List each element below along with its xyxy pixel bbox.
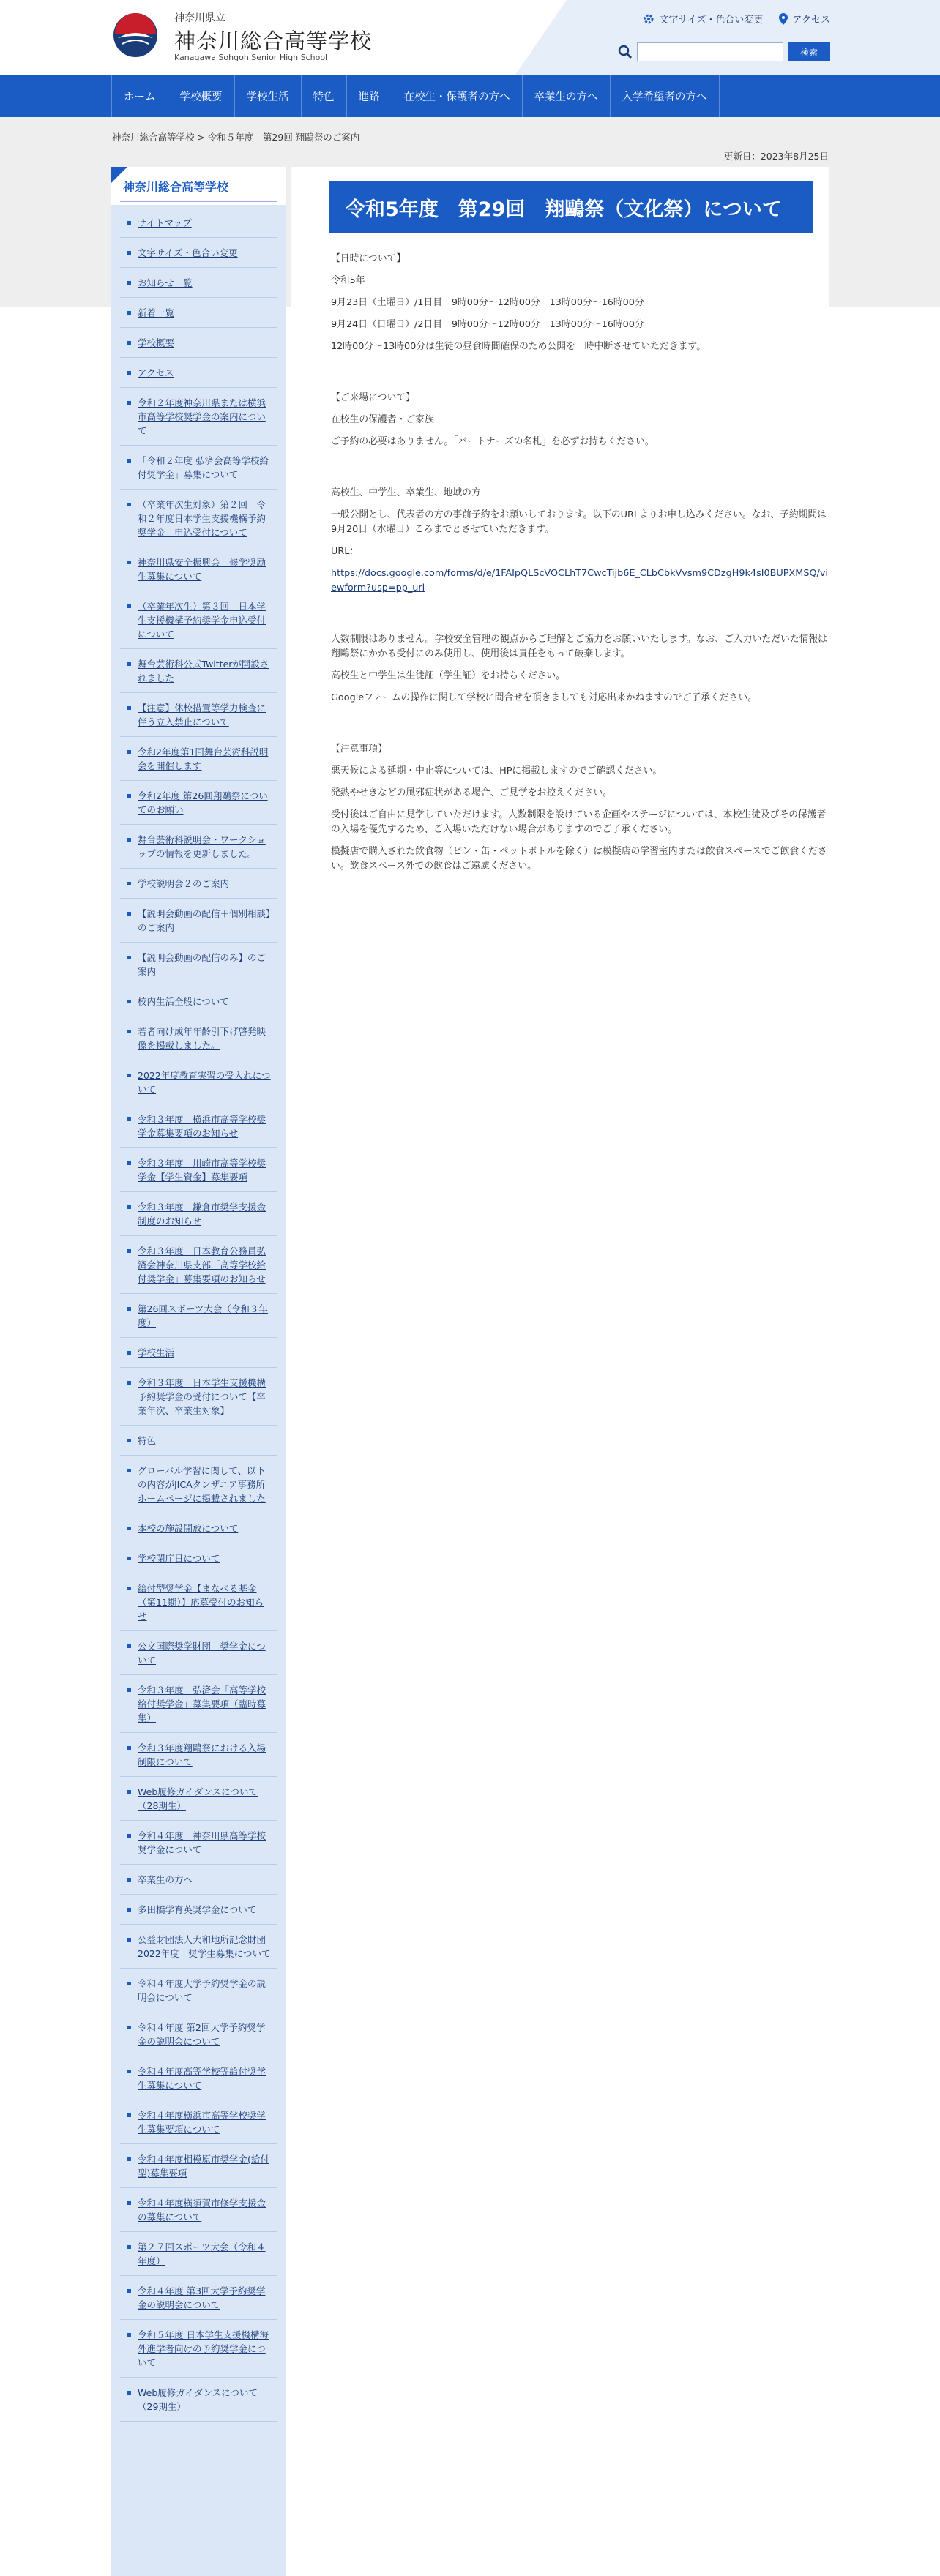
sidebar-item[interactable]: 令和３年度翔鷗祭における入場制限について <box>120 1733 277 1777</box>
spacer <box>331 457 829 486</box>
sidebar <box>111 167 286 2576</box>
sidebar-item[interactable]: グローバル学習に関して、以下の内容がJICAタンザニア事務所ホームページに掲載されました <box>120 1456 277 1513</box>
sidebar-item[interactable]: 第26回スポーツ大会（令和３年度） <box>120 1294 277 1338</box>
font-color-label: 文字サイズ・色合い変更 <box>659 15 764 26</box>
note-weather: 悪天候による延期・中止等については、HPに掲載しますのでご確認ください。 <box>331 765 663 776</box>
family-text: ご予約の必要はありません。「パートナーズの名札」を必ずお持ちください。 <box>331 436 654 447</box>
sidebar-item[interactable]: 令和４年度横須賀市修学支援金の募集について <box>120 2188 277 2232</box>
nav-item[interactable]: 在校生・保護者の方へ <box>392 75 523 117</box>
nav-item[interactable]: 卒業生の方へ <box>523 75 611 117</box>
site-header <box>0 0 940 75</box>
article-body <box>331 252 829 881</box>
sidebar-item[interactable]: Web履修ガイダンスについて（28期生） <box>120 1777 277 1821</box>
sidebar-item[interactable]: 新着一覧 <box>120 298 277 328</box>
sidebar-item[interactable]: 令和２年度神奈川県または横浜市高等学校奨学金の案内について <box>120 388 277 446</box>
map-pin-icon <box>779 13 788 25</box>
nav-item[interactable]: 学校生活 <box>235 75 302 117</box>
main-content <box>291 167 829 1235</box>
sidebar-item[interactable]: 令和３年度 川崎市高等学校奨学金【学生資金】募集要項 <box>120 1148 277 1192</box>
family-heading: 在校生の保護者・ご家族 <box>331 414 434 425</box>
note-food: 模擬店で購入された飲食物（ビン・缶・ペットボトルを除く）は模擬店の学習室内または飲食スペースでご飲食ください。飲食スペース外での飲食はご遠慮ください。 <box>331 846 827 872</box>
sidebar-item[interactable]: 舞台芸術科公式Twitterが開設されました <box>120 649 277 693</box>
sidebar-item[interactable]: 学校説明会２のご案内 <box>120 869 277 899</box>
sidebar-item[interactable]: 文字サイズ・色合い変更 <box>120 238 277 268</box>
sidebar-item[interactable]: 令和2年度 第26回翔鷗祭についてのお願い <box>120 781 277 825</box>
sidebar-item[interactable]: 令和３年度 鎌倉市奨学支援金制度のお知らせ <box>120 1192 277 1236</box>
prefecture-label: 神奈川県立 <box>174 12 225 24</box>
spacer <box>331 713 829 742</box>
sidebar-item[interactable]: 令和４年度横浜市高等学校奨学生募集要項について <box>120 2100 277 2144</box>
sidebar-item[interactable]: 第２７回スポーツ大会（令和４年度） <box>120 2232 277 2276</box>
sidebar-item[interactable]: 若者向け成年年齢引下げ啓発映像を掲載しました。 <box>120 1016 277 1060</box>
sidebar-item[interactable]: サイトマップ <box>120 208 277 238</box>
sidebar-item[interactable]: 学校生活 <box>120 1338 277 1368</box>
schedule-line: 12時00分～13時00分は生徒の昼食時間確保のため公開を一時中断させていただきます。 <box>331 341 706 352</box>
nav-item[interactable]: ホーム <box>112 75 168 117</box>
sidebar-item[interactable]: 卒業生の方へ <box>120 1865 277 1895</box>
sidebar-item[interactable]: 神奈川県安全振興会 修学奨励生募集について <box>120 547 277 591</box>
sidebar-item[interactable]: 舞台芸術科説明会・ワークショップの情報を更新しました。 <box>120 825 277 869</box>
sidebar-item[interactable]: 令和４年度高等学校等給付奨学生募集について <box>120 2056 277 2100</box>
sidebar-item[interactable]: 校内生活全般について <box>120 986 277 1016</box>
sidebar-item[interactable]: 公益財団法人大和地所記念財団 2022年度 奨学生募集について <box>120 1925 277 1969</box>
notes-heading: 【注意事項】 <box>331 744 387 755</box>
nav-item[interactable]: 入学希望者の方へ <box>611 75 720 117</box>
school-logo-icon[interactable] <box>112 12 159 59</box>
sidebar-item[interactable]: Web履修ガイダンスについて（29期生） <box>120 2378 277 2422</box>
schedule-line: 令和5年 <box>331 275 365 286</box>
sidebar-item[interactable]: 令和2年度第1回舞台芸術科説明会を開催します <box>120 737 277 781</box>
form-text: Googleフォームの操作に関して学校に問合せを頂きましても対応出来かねますのでご了承ください。 <box>331 692 757 703</box>
note-capacity: 受付後はご自由に見学していただけます。人数制限を設けている企画やステージについては、本校生徒及びその保護者の入場を優先するため、ご入場いただけない場合がありますのでご了承ください。 <box>331 809 827 835</box>
limit-text: 人数制限はありません。学校安全管理の観点からご理解とご協力をお願いいたします。なお、ご入力いただいた情報は翔鷗祭にかかる受付にのみ使用し、使用後は責任をもって破棄します。 <box>331 634 827 659</box>
sidebar-item[interactable]: 令和３年度 日本教育公務員弘済会神奈川県支部「高等学校給付奨学金」募集要項のお知らせ <box>120 1236 277 1294</box>
reservation-form-link[interactable]: https://docs.google.com/forms/d/e/1FAIpQLScVOCLhT7CwcTijb6E_CLbCbkVvsm9CDzgH9k4sI0BUPXMSQ/viewform?usp=pp_url <box>331 568 828 594</box>
sidebar-item[interactable]: 令和３年度 日本学生支援機構予約奨学金の受付について【卒業年次、卒業生対象】 <box>120 1368 277 1426</box>
school-name[interactable]: 神奈川総合高等学校 <box>174 29 373 53</box>
sidebar-item[interactable]: （卒業年次生）第３回 日本学生支援機構予約奨学金申込受付について <box>120 591 277 649</box>
url-label: URL： <box>331 546 359 557</box>
global-nav <box>0 75 940 117</box>
sidebar-item[interactable]: 公文国際奨学財団 奨学金について <box>120 1631 277 1675</box>
schedule-line: 9月24日（日曜日）/2日目 9時00分～12時00分 13時00分～16時00分 <box>331 319 644 330</box>
utility-links <box>643 12 830 26</box>
sidebar-item[interactable]: 令和３年度 弘済会「高等学校給付奨学金」募集要項（臨時募集） <box>120 1675 277 1733</box>
sidebar-item[interactable]: 学校概要 <box>120 328 277 358</box>
sidebar-item[interactable]: 多田橋学育英奨学金について <box>120 1895 277 1925</box>
id-text: 高校生と中学生は生徒証（学生証）をお持ちください。 <box>331 670 565 681</box>
spacer <box>331 362 829 391</box>
school-name-en: Kanagawa Sohgoh Senior High School <box>174 53 328 62</box>
global-nav-list <box>111 75 829 117</box>
sidebar-item[interactable]: 2022年度教育実習の受入れについて <box>120 1060 277 1104</box>
sidebar-item[interactable]: 令和４年度 第3回大学予約奨学金の説明会について <box>120 2276 277 2320</box>
sidebar-item[interactable]: アクセス <box>120 358 277 388</box>
public-text: 一般公開とし、代表者の方の事前予約をお願いしております。以下のURLよりお申し込みください。なお、予約期間は9月20日（水曜日）ころまでとさせていただきます。 <box>331 509 827 535</box>
nav-item[interactable]: 特色 <box>302 75 347 117</box>
nav-item[interactable]: 進路 <box>347 75 392 117</box>
sidebar-item[interactable]: 本校の施設開放について <box>120 1513 277 1543</box>
nav-item[interactable]: 学校概要 <box>168 75 235 117</box>
sidebar-item[interactable]: 令和４年度大学予約奨学金の説明会について <box>120 1969 277 2012</box>
sidebar-title[interactable]: 神奈川総合高等学校 <box>111 167 286 205</box>
sidebar-item[interactable]: 【説明会動画の配信のみ】のご案内 <box>120 943 277 986</box>
schedule-section <box>331 252 829 354</box>
sidebar-item[interactable]: 「令和２年度 弘済会高等学校給付奨学金」募集について <box>120 446 277 490</box>
spacer <box>331 603 829 632</box>
font-color-link[interactable] <box>643 12 763 26</box>
sidebar-item[interactable]: 令和４年度相模原市奨学金(給付型)募集要項 <box>120 2144 277 2188</box>
sidebar-item[interactable]: 給付型奨学金【まなべる基金（第11期）】応募受付のお知らせ <box>120 1573 277 1631</box>
sidebar-item[interactable]: 【注意】休校措置等学力検査に伴う立入禁止について <box>120 693 277 737</box>
sidebar-item[interactable]: 令和３年度 横浜市高等学校奨学金募集要項のお知らせ <box>120 1104 277 1148</box>
sidebar-item[interactable]: 令和４年度 第2回大学予約奨学金の説明会について <box>120 2012 277 2056</box>
access-link[interactable] <box>779 12 830 26</box>
gear-icon <box>643 13 654 25</box>
updated-date: 更新日：2023年8月25日 <box>723 151 829 162</box>
site-search <box>618 42 830 61</box>
sidebar-item[interactable]: 特色 <box>120 1426 277 1456</box>
visitors-heading: 【ご来場について】 <box>331 392 415 403</box>
note-symptoms: 発熱やせきなどの風邪症状がある場合、ご見学をお控えください。 <box>331 787 612 798</box>
page-title: 令和5年度 第29回 翔鷗祭（文化祭）について <box>329 181 813 233</box>
sidebar-list <box>111 205 286 2422</box>
sidebar-item[interactable]: 令和４年度 神奈川県高等学校奨学金について <box>120 1821 277 1865</box>
sidebar-item[interactable]: 学校閉庁日について <box>120 1543 277 1573</box>
public-heading: 高校生、中学生、卒業生、地域の方 <box>331 487 481 498</box>
sidebar-item[interactable]: （卒業年次生対象）第２回 令和２年度日本学生支援機構予約奨学金 申込受付について <box>120 490 277 547</box>
breadcrumb[interactable]: 神奈川総合高等学校 > 令和５年度 第29回 翔鷗祭のご案内 <box>112 132 360 143</box>
sidebar-item[interactable]: お知らせ一覧 <box>120 268 277 298</box>
sidebar-item[interactable]: 令和５年度 日本学生支援機構海外進学者向けの予約奨学金について <box>120 2320 277 2378</box>
sidebar-item[interactable]: 【説明会動画の配信＋個別相談】のご案内 <box>120 899 277 943</box>
search-icon <box>618 45 633 59</box>
schedule-line: 9月23日（土曜日）/1日目 9時00分～12時00分 13時00分～16時00分 <box>331 297 644 308</box>
schedule-line: 【日時について】 <box>331 253 406 264</box>
access-label: アクセス <box>792 15 830 26</box>
search-input[interactable] <box>637 42 783 61</box>
search-button[interactable]: 検索 <box>788 42 830 61</box>
